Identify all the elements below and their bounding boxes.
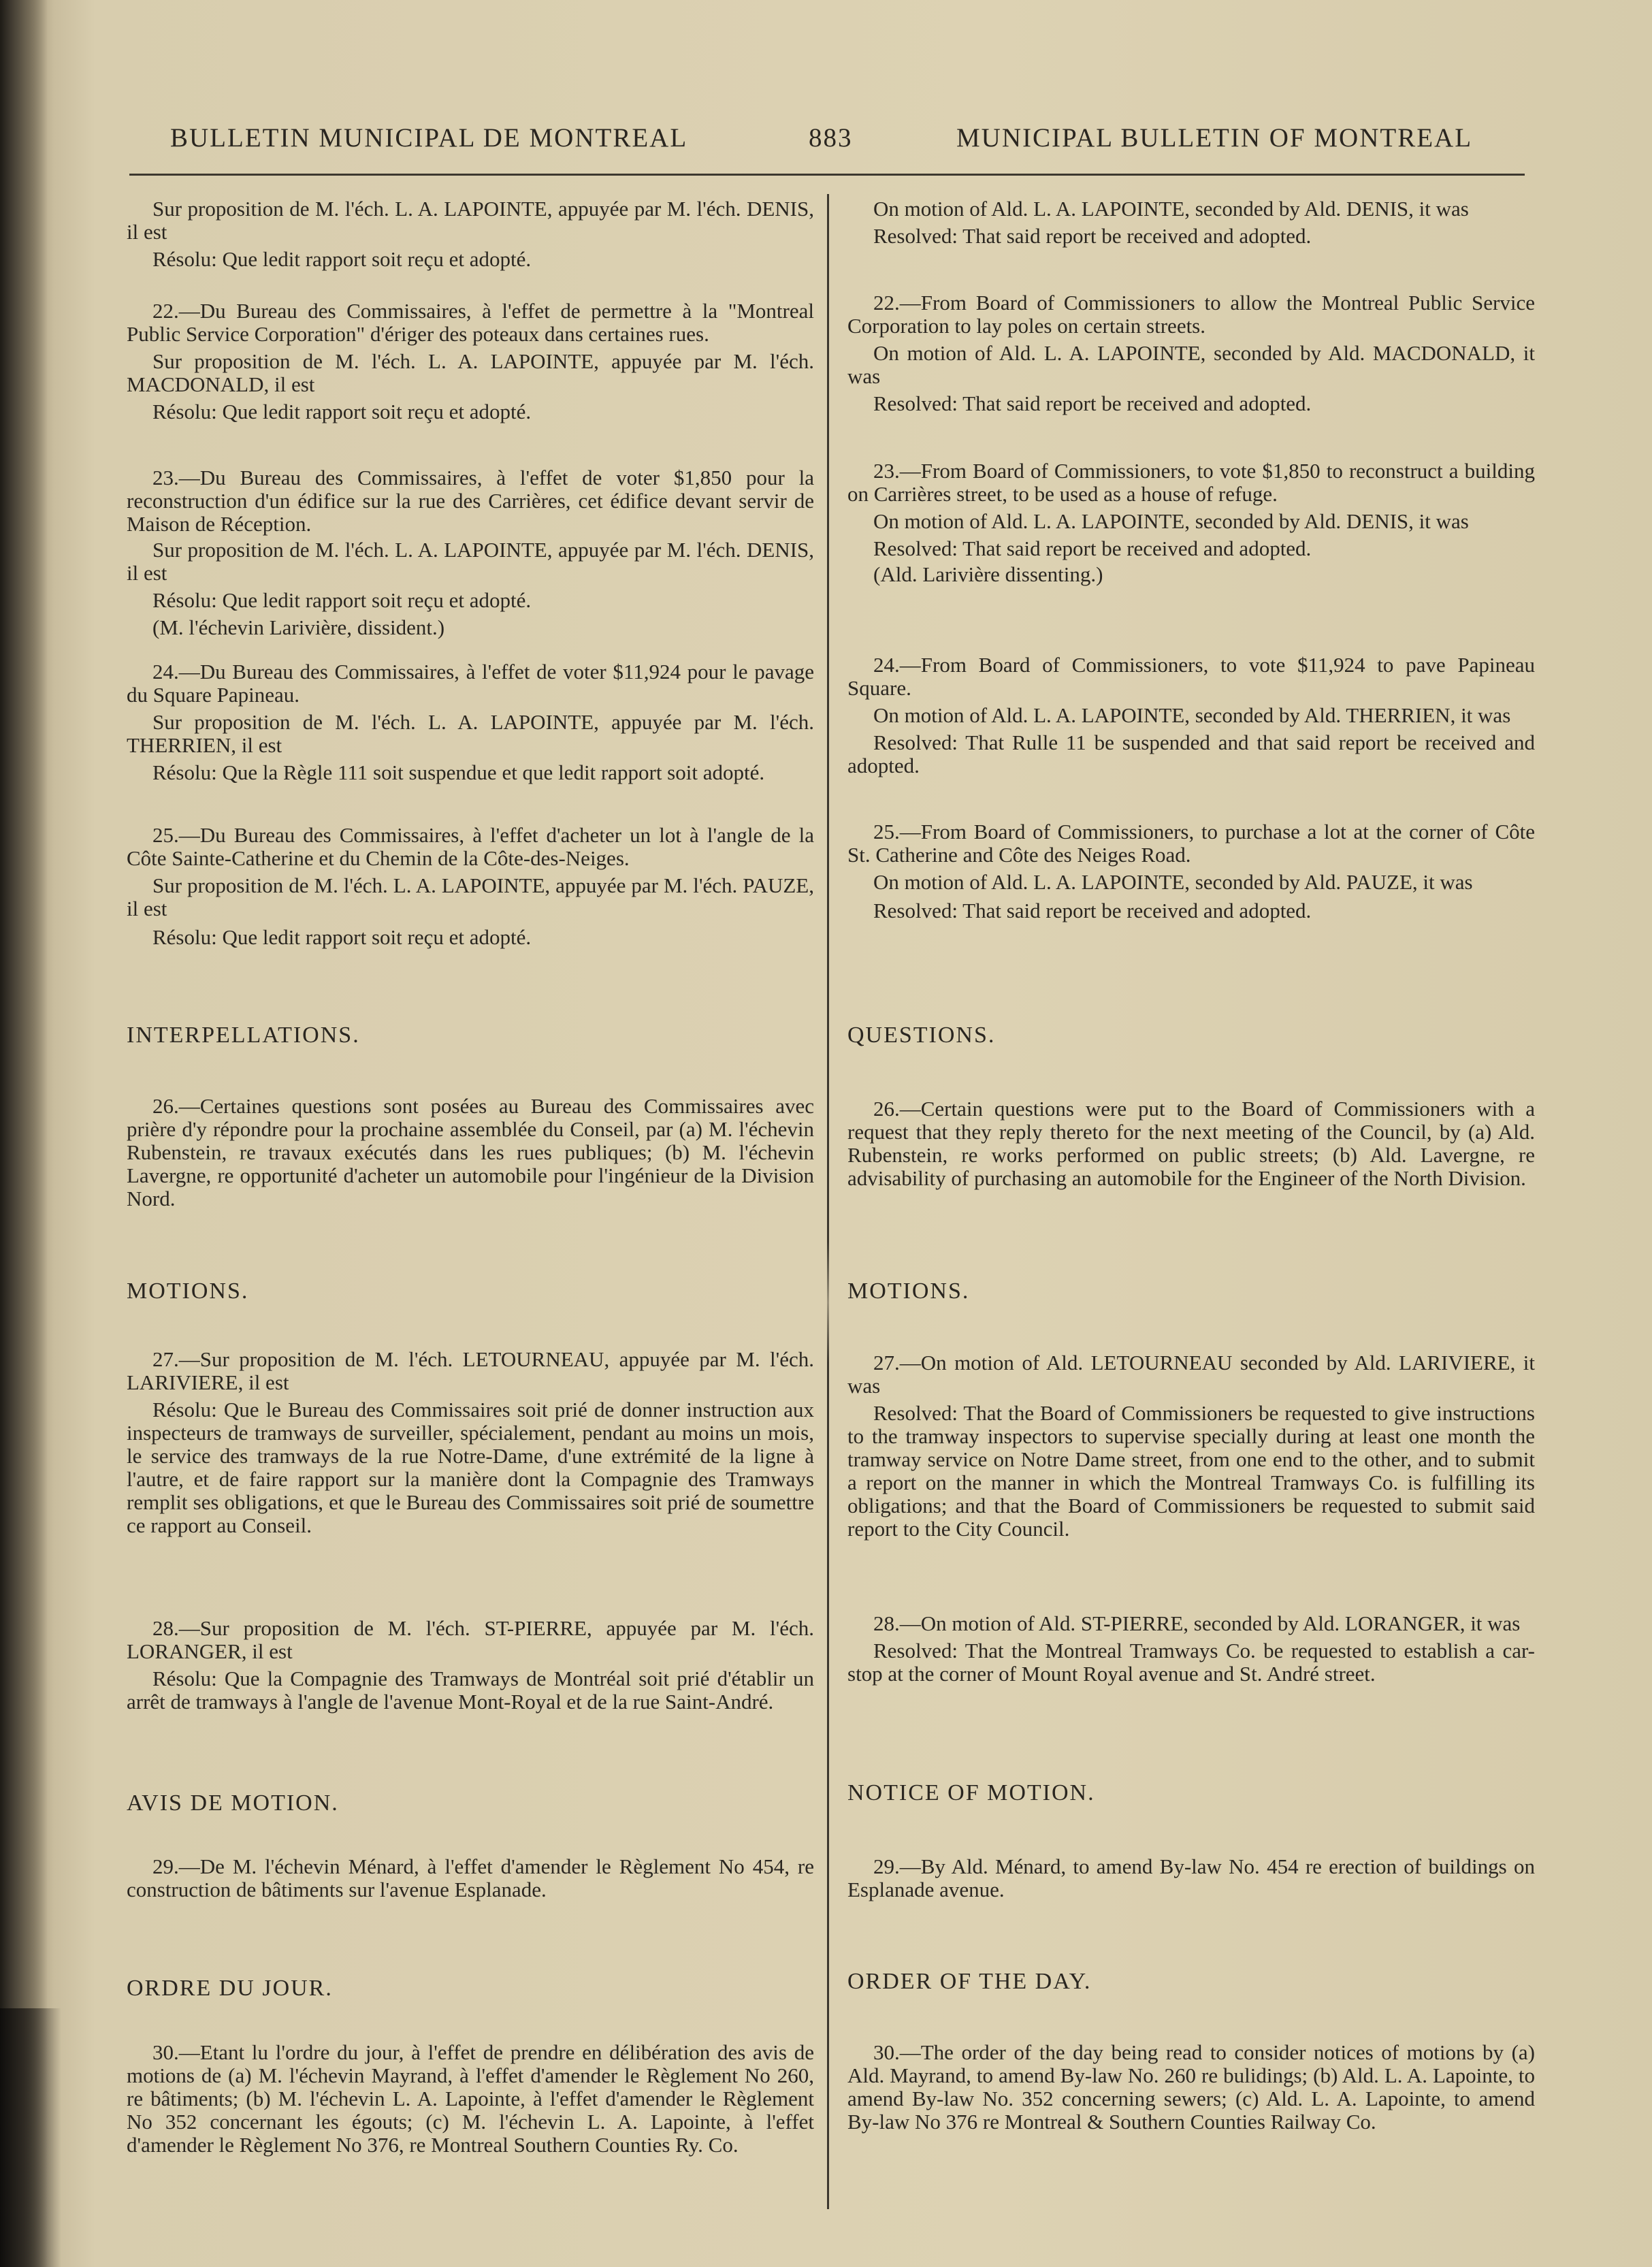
fr-motion: Sur proposition de M. l'éch. L. A. LAPOINTE, appuyée par M. l'éch. DENIS, il est xyxy=(127,197,814,244)
en-block-22 xyxy=(847,291,1535,415)
fr-motion: Sur proposition de M. l'éch. L. A. LAPOINTE, appuyée par M. l'éch. DENIS, il est xyxy=(127,538,814,585)
en-motion: On motion of Ald. L. A. LAPOINTE, seconded by Ald. MACDONALD, it was xyxy=(847,341,1535,388)
en-block-24 xyxy=(847,654,1535,777)
french-column xyxy=(127,197,814,2206)
running-header xyxy=(0,116,1652,157)
en-motion: On motion of Ald. L. A. LAPOINTE, seconded by Ald. THERRIEN, it was xyxy=(873,703,1511,727)
fr-block-29 xyxy=(127,1855,814,1901)
book-binding-shadow xyxy=(0,0,48,2267)
fr-motion: 28.—Sur proposition de M. l'éch. ST-PIERRE, appuyée par M. l'éch. LORANGER, il est xyxy=(127,1616,814,1663)
en-block-29 xyxy=(847,1855,1535,1901)
header-french-title: BULLETIN MUNICIPAL DE MONTREAL xyxy=(170,123,688,152)
header-english-title: MUNICIPAL BULLETIN OF MONTREAL xyxy=(956,123,1473,152)
fr-motion: 27.—Sur proposition de M. l'éch. LETOURNEAU, appuyée par M. l'éch. LARIVIERE, il est xyxy=(127,1347,814,1394)
en-item: 30.—The order of the day being read to consider notices of motions by (a) Ald. Mayrand, to amend By-law No. 260 re bulidings; (b) Ald. L. A. Lapointe, to amend By-law No. 352 concerning sewers; (c) Ald. L. A. Lapointe, to amend By-law No 376 re Montreal & Southern Counties Railway Co. xyxy=(847,2040,1535,2134)
fr-block-28 xyxy=(127,1617,814,1714)
en-block-23 xyxy=(847,460,1535,586)
en-heading-notice-of-motion: NOTICE OF MOTION. xyxy=(847,1780,1095,1805)
fr-item: 24.—Du Bureau des Commissaires, à l'effet de voter $11,924 pour le pavage du Square Papineau. xyxy=(127,660,814,707)
column-divider xyxy=(827,194,829,2209)
fr-item: 30.—Etant lu l'ordre du jour, à l'effet de prendre en délibération des avis de motions de (a) M. l'échevin Mayrand, à l'effet d'amender le Règlement No 260, re bâtiments; (b) M. l'échevin L. A. Lapointe, à l'effet d'amender le Règlement No 352 concernant les égouts; (c) M. l'échevin L. A. Lapointe, à l'effet d'amender le Règlement No 376, re Montreal Southern Counties Ry. Co. xyxy=(127,2040,814,2157)
fr-block-22 xyxy=(127,300,814,423)
fr-item: 26.—Certaines questions sont posées au Bureau des Commissaires avec prière d'y répondre pour la prochaine assemblée du Conseil, par (a) M. l'échevin Rubenstein, re travaux exécutés dans les rues publiques; (b) M. l'échevin Lavergne, re opportunité d'acheter un automobile pour l'ingénieur de la Division Nord. xyxy=(127,1094,814,1210)
fr-heading-ordre-du-jour: ORDRE DU JOUR. xyxy=(127,1976,333,2001)
en-item: 23.—From Board of Commissioners, to vote $1,850 to reconstruct a building on Carrières street, to be used as a house of refuge. xyxy=(847,459,1535,506)
page-number: 883 xyxy=(809,123,853,152)
en-block-25 xyxy=(847,820,1535,922)
en-resolution: Resolved: That said report be received and adopted. xyxy=(873,536,1312,560)
en-resolution: Resolved: That said report be received and adopted. xyxy=(873,391,1312,415)
en-motion: 27.—On motion of Ald. LETOURNEAU seconded by Ald. LARIVIERE, it was xyxy=(847,1351,1535,1398)
en-motion: On motion of Ald. L. A. LAPOINTE, seconded by Ald. PAUZE, it was xyxy=(873,870,1473,894)
en-resolution: Resolved: That the Board of Commissioners be requested to give instructions to the tramway inspectors to supervise specially during at least one month the tramway service on Notre Dame street, from one end to the other, and to submit a report on the manner in which the Montreal Tramways Co. is fulfilling its obligations; and that the Board of Commissioners be requested to submit said report to the City Council. xyxy=(847,1401,1535,1541)
en-resolution: Resolved: That said report be received and adopted. xyxy=(873,899,1312,922)
fr-block-27 xyxy=(127,1348,814,1537)
fr-motion: Sur proposition de M. l'éch. L. A. LAPOINTE, appuyée par M. l'éch. THERRIEN, il est xyxy=(127,710,814,757)
english-column xyxy=(847,197,1535,2206)
fr-heading-avis-de-motion: AVIS DE MOTION. xyxy=(127,1790,339,1816)
fr-resolution: Résolu: Que la Règle 111 soit suspendue et que ledit rapport soit adopté. xyxy=(152,760,765,784)
fr-resolution: Résolu: Que ledit rapport soit reçu et adopté. xyxy=(152,400,532,423)
fr-resolution: Résolu: Que ledit rapport soit reçu et adopté. xyxy=(152,247,532,271)
fr-block-25 xyxy=(127,824,814,949)
en-heading-motions: MOTIONS. xyxy=(847,1279,970,1304)
en-block-28 xyxy=(847,1612,1535,1686)
en-resolution: Resolved: That the Montreal Tramways Co. be requested to establish a car-stop at the corner of Mount Royal avenue and St. André street. xyxy=(847,1639,1535,1686)
fr-resolution: Résolu: Que ledit rapport soit reçu et adopté. xyxy=(152,925,532,949)
fr-item: 23.—Du Bureau des Commissaires, à l'effet de voter $1,850 pour la reconstruction d'un édifice sur la rue des Carrières, cet édifice devant servir de Maison de Réception. xyxy=(127,466,814,536)
fr-motion: Sur proposition de M. l'éch. L. A. LAPOINTE, appuyée par M. l'éch. PAUZE, il est xyxy=(127,873,814,920)
en-resolution: Resolved: That said report be received and adopted. xyxy=(873,224,1312,248)
en-heading-order-of-the-day: ORDER OF THE DAY. xyxy=(847,1969,1092,1994)
fr-motion: Sur proposition de M. l'éch. L. A. LAPOINTE, appuyée par M. l'éch. MACDONALD, il est xyxy=(127,349,814,396)
en-item: 24.—From Board of Commissioners, to vote $11,924 to pave Papineau Square. xyxy=(847,653,1535,700)
fr-item: 25.—Du Bureau des Commissaires, à l'effet d'acheter un lot à l'angle de la Côte Sainte-Catherine et du Chemin de la Côte-des-Neiges. xyxy=(127,823,814,870)
fr-block-24 xyxy=(127,660,814,784)
page-corner-shadow xyxy=(0,2008,61,2267)
fr-resolution: Résolu: Que ledit rapport soit reçu et adopté. xyxy=(152,588,532,612)
fr-dissent: (M. l'échevin Larivière, dissident.) xyxy=(152,615,445,639)
fr-resolution: Résolu: Que le Bureau des Commissaires soit prié de donner instruction aux inspecteurs de tramways de surveiller, spécialement, pendant au moins un mois, le service des tramways de la rue Notre-Dame, d'une extrémité de la ligne à l'autre, et de faire rapport sur la manière dont la Compagnie des Tramways remplit ses obligations, et que le Bureau des Commissaires soit prié de soumettre ce rapport au Conseil. xyxy=(127,1398,814,1537)
fr-item: 22.—Du Bureau des Commissaires, à l'effet de permettre à la "Montreal Public Service Corporation" d'ériger des poteaux dans certaines rues. xyxy=(127,299,814,346)
fr-block-26 xyxy=(127,1095,814,1210)
en-motion: On motion of Ald. L. A. LAPOINTE, seconded by Ald. DENIS, it was xyxy=(873,509,1469,533)
en-item: 25.—From Board of Commissioners, to purchase a lot at the corner of Côte St. Catherine and Côte des Neiges Road. xyxy=(847,820,1535,867)
header-rule-right xyxy=(708,174,1525,176)
en-block-26 xyxy=(847,1097,1535,1190)
en-item: 29.—By Ald. Ménard, to amend By-law No. 454 re erection of buildings on Esplanade avenue. xyxy=(847,1854,1535,1901)
fr-block-21 xyxy=(127,197,814,271)
fr-heading-motions: MOTIONS. xyxy=(127,1279,249,1304)
en-block-27 xyxy=(847,1351,1535,1541)
en-item: 22.—From Board of Commissioners to allow the Montreal Public Service Corporation to lay poles on certain streets. xyxy=(847,291,1535,338)
en-resolution: Resolved: That Rulle 11 be suspended and that said report be received and adopted. xyxy=(847,730,1535,777)
en-heading-questions: QUESTIONS. xyxy=(847,1023,996,1048)
en-dissent: (Ald. Larivière dissenting.) xyxy=(873,562,1103,586)
fr-block-23 xyxy=(127,466,814,639)
fr-heading-interpellations: INTERPELLATIONS. xyxy=(127,1023,360,1048)
en-block-21 xyxy=(847,197,1535,248)
en-item: 26.—Certain questions were put to the Board of Commissioners with a request that they reply thereto for the next meeting of the Council, by (a) Ald. Rubenstein, re works performed on public streets; (b) Ald. Lavergne, re advisability of purchasing an automobile for the Engineer of the North Division. xyxy=(847,1097,1535,1190)
en-motion: 28.—On motion of Ald. ST-PIERRE, seconded by Ald. LORANGER, it was xyxy=(873,1611,1521,1635)
fr-resolution: Résolu: Que la Compagnie des Tramways de Montréal soit prié d'établir un arrêt de tramways à l'angle de l'avenue Mont-Royal et de la rue Saint-André. xyxy=(127,1667,814,1714)
en-block-30 xyxy=(847,2041,1535,2134)
fr-item: 29.—De M. l'échevin Ménard, à l'effet d'amender le Règlement No 454, re construction de bâtiments sur l'avenue Esplanade. xyxy=(127,1854,814,1901)
en-motion: On motion of Ald. L. A. LAPOINTE, seconded by Ald. DENIS, it was xyxy=(873,197,1469,221)
fr-block-30 xyxy=(127,2041,814,2157)
